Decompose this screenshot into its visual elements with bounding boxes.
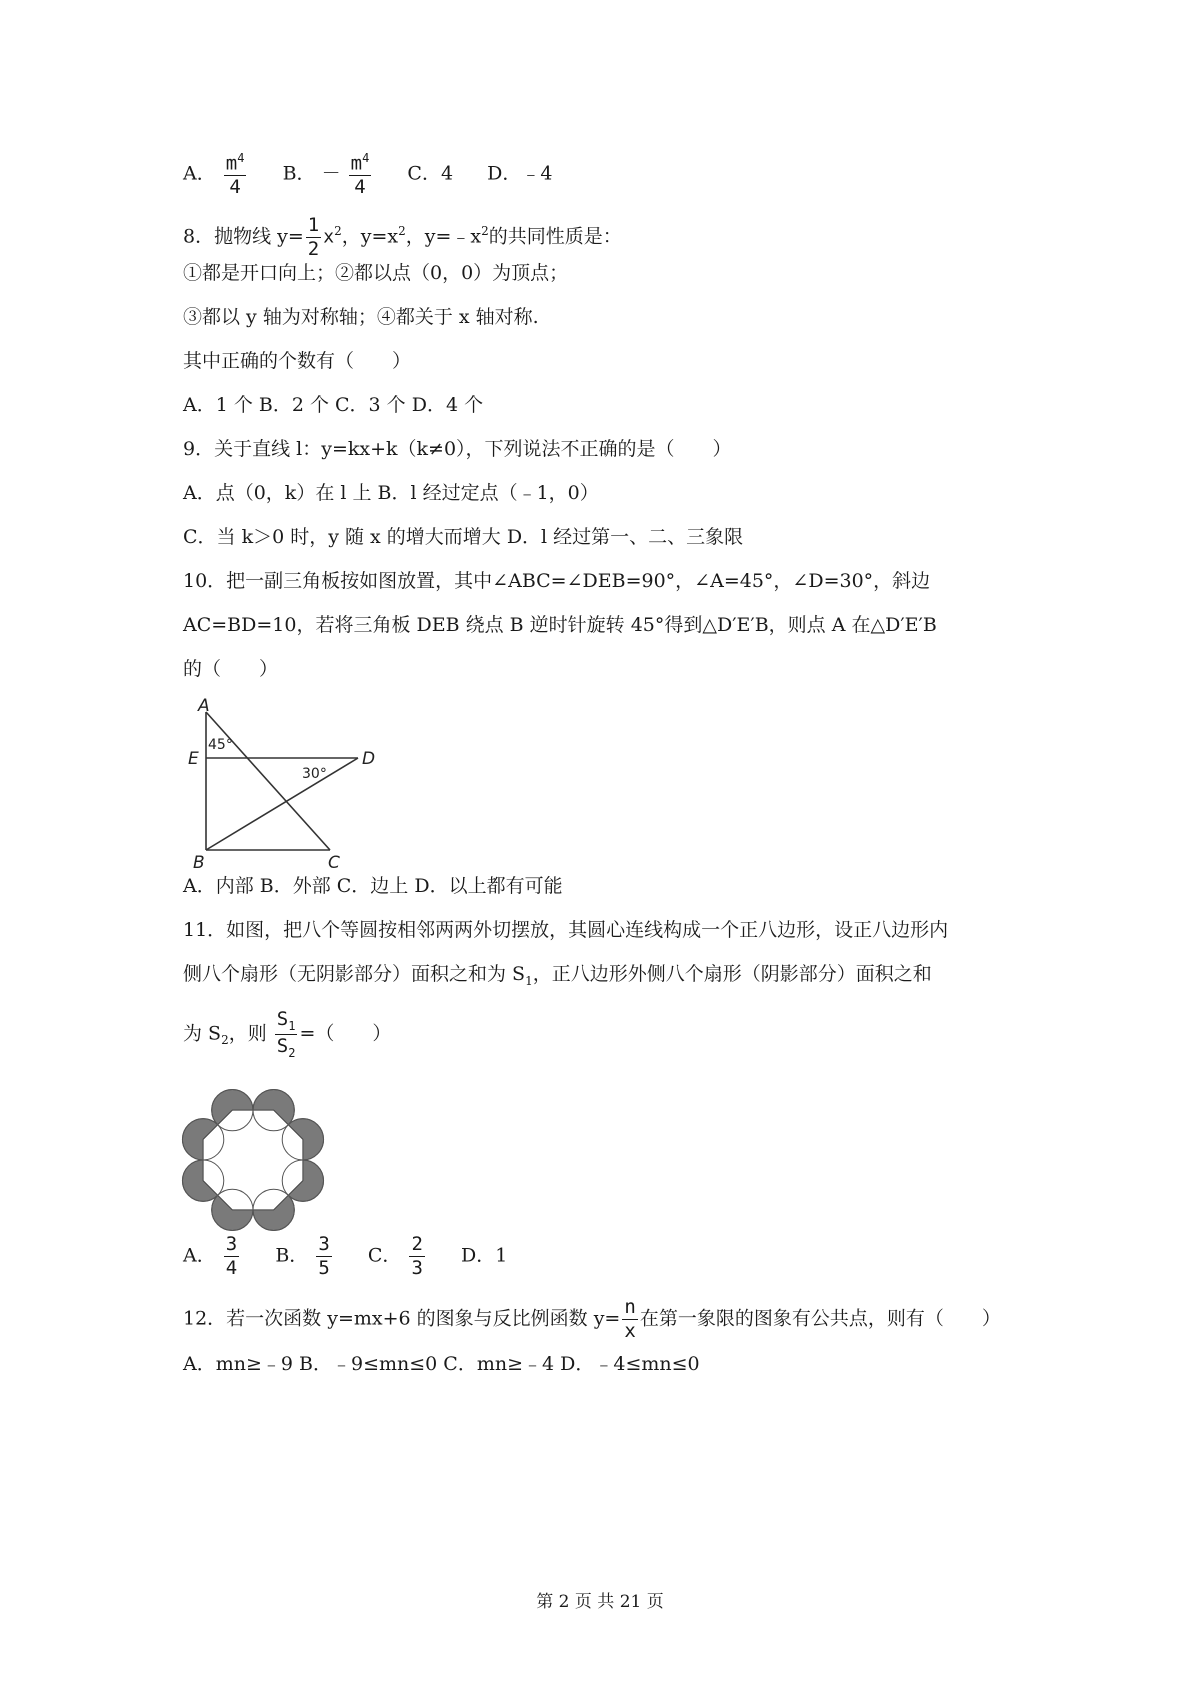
q7-option-c: C．4 (407, 162, 454, 185)
q11-line2: 侧八个扇形（无阴影部分）面积之和为 $S_1$，正八边形外侧八个扇形（阴影部分）面积之和 (183, 963, 932, 988)
q9-line2: A．点（0，k）在 l 上 B．l 经过定点（﹣1，0） (183, 482, 599, 504)
q11-options: A． $\frac{3}{4}$ B． $\frac{3}{5}$ C． $\frac{2}{3}$ D．1 (183, 1233, 508, 1279)
q11-option-b-fraction: $\frac{3}{5}$ (318, 1233, 330, 1279)
q12-options: A．mn≥﹣9 B．﹣9≤mn≤0 C．mn≥﹣4 D．﹣4≤mn≤0 (183, 1353, 700, 1375)
q10-line2: AC=BD=10，若将三角板 DEB 绕点 B 逆时针旋转 45°得到△D′E′B，则点 A 在△D′E′B (183, 614, 937, 636)
angle-45-label: 45° (208, 737, 233, 753)
angle-30-label: 30° (302, 766, 327, 782)
q7-option-d: D．﹣4 (487, 162, 553, 185)
q8-fraction: $\frac{1}{2}$ (307, 214, 320, 260)
q7-option-b-fraction: $\frac{m^4}{4}$ (350, 151, 370, 199)
q11-option-c-fraction: $\frac{2}{3}$ (411, 1233, 423, 1279)
q8-line4: 其中正确的个数有（ ） (183, 350, 412, 372)
label-e: E (188, 749, 199, 769)
q9-stem: 9．关于直线 l：y=kx+k（k≠0），下列说法不正确的是（ ） (183, 438, 732, 460)
q11-option-d: D．1 (461, 1244, 508, 1267)
label-c: C (328, 853, 340, 873)
q10-line1: 10．把一副三角板按如图放置，其中∠ABC=∠DEB=90°，∠A=45°，∠D=30°，斜边 (183, 570, 931, 592)
q12-stem: 12．若一次函数 y=mx+6 的图象与反比例函数 y= $\frac{n}{x}$ 在第一象限的图象有公共点，则有（ ） (183, 1296, 1001, 1342)
page-footer: 第 2 页 共 21 页 (536, 1592, 664, 1612)
label-b: B (193, 853, 205, 873)
q11-line1: 11．如图，把八个等圆按相邻两两外切摆放，其圆心连线构成一个正八边形，设正八边形内 (183, 919, 949, 941)
q8-stem: 8．抛物线 y= $\frac{1}{2}$ $x^2$，$y=x^2$，$y=﹣x^2$的共同性质是： (183, 214, 622, 260)
q8-line2: ①都是开口向上；②都以点（0，0）为顶点； (183, 262, 569, 284)
q10-options: A．内部 B．外部 C．边上 D．以上都有可能 (183, 875, 563, 897)
q8-options: A．1 个 B．2 个 C．3 个 D．4 个 (183, 394, 484, 416)
q12-fraction: $\frac{n}{x}$ (624, 1296, 636, 1342)
q11-line3: 为 $S_2$，则 $\frac{S_1}{S_2}$ =（ ） (183, 1008, 392, 1060)
q7-options: A． $\frac{m^4}{4}$ B． － $\frac{m^4}{4}$ C．4 D．﹣4 (183, 151, 553, 199)
q7-option-a-fraction: $\frac{m^4}{4}$ (225, 151, 245, 199)
q11-eight-circles-figure (178, 1085, 328, 1235)
label-a: A (198, 698, 210, 716)
q11-ratio-fraction: $\frac{S_1}{S_2}$ (276, 1008, 296, 1060)
q10-line3: 的（ ） (183, 658, 279, 680)
q9-line3: C．当 k＞0 时，y 随 x 的增大而增大 D．l 经过第一、二、三象限 (183, 526, 744, 548)
label-d: D (362, 749, 376, 769)
q10-triangle-figure (178, 698, 388, 873)
q8-line3: ③都以 y 轴为对称轴；④都关于 x 轴对称. (183, 306, 539, 328)
q11-option-a-fraction: $\frac{3}{4}$ (225, 1233, 238, 1279)
